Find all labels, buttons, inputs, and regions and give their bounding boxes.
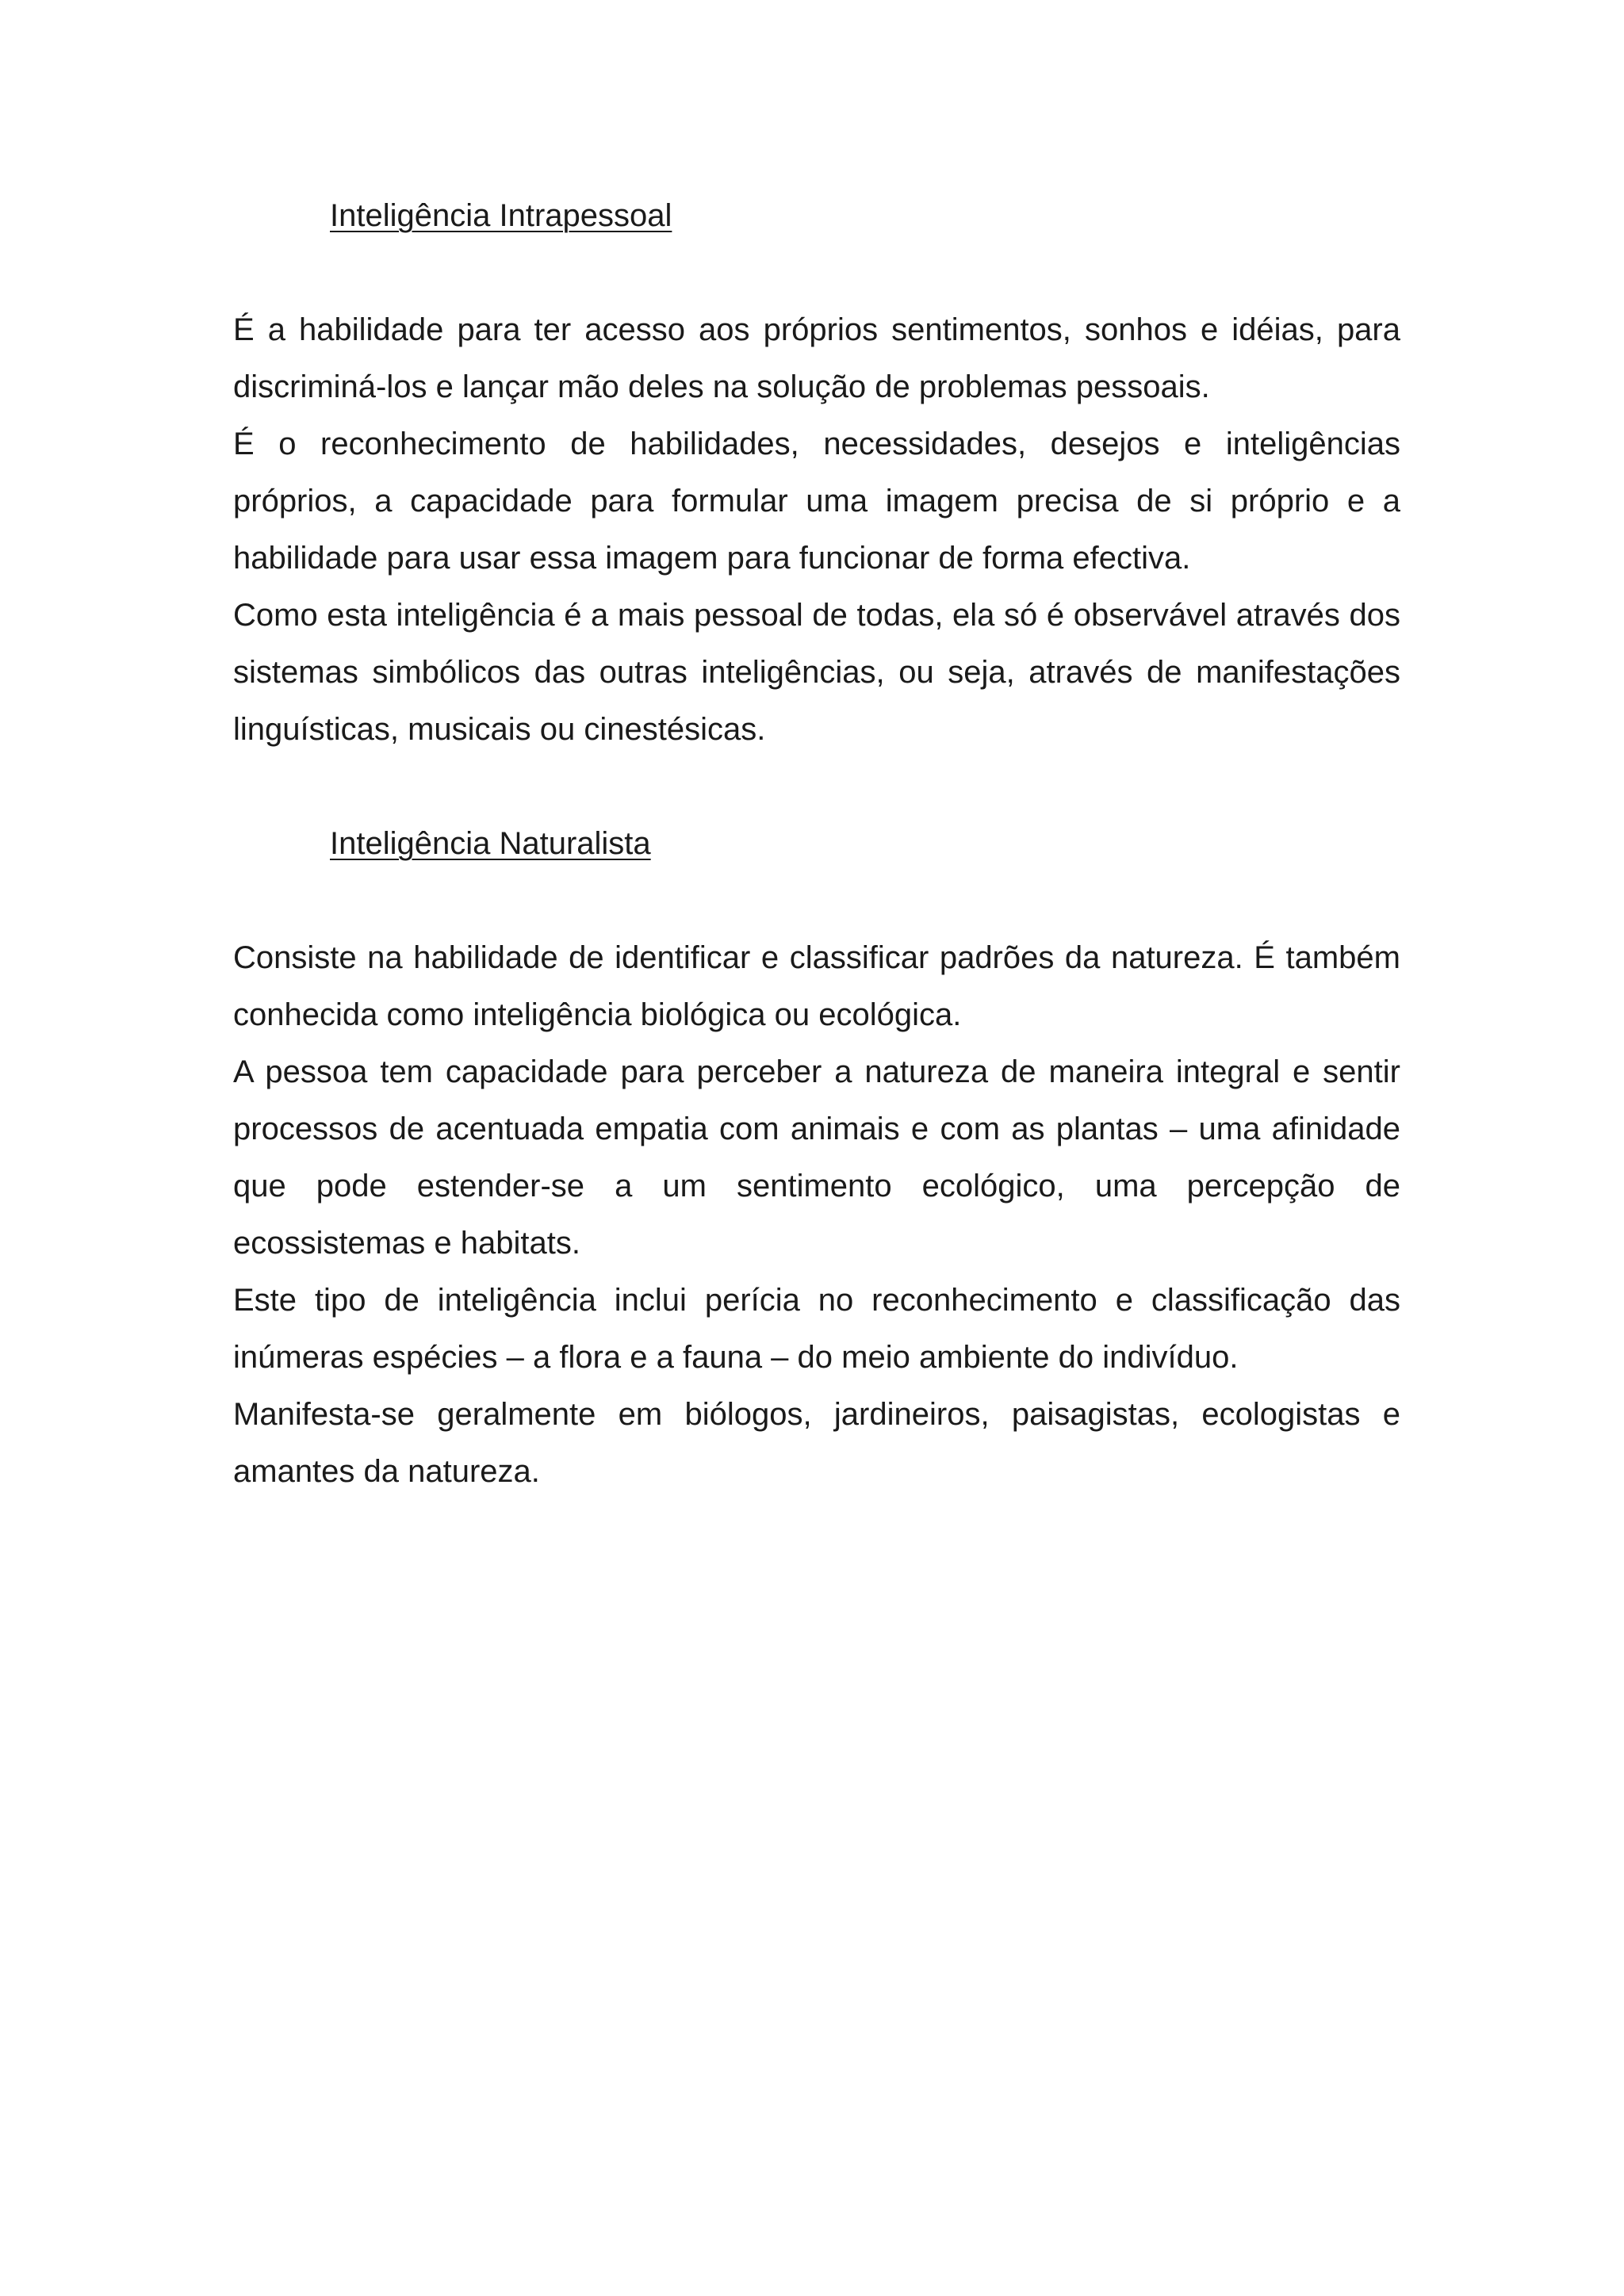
paragraph: É o reconhecimento de habilidades, necessidades, desejos e inteligências próprios, a capacidade para formular uma imagem precisa de si próprio e a habilidade para usar essa imagem para funcionar de forma efectiva.	[233, 427, 1400, 576]
section-naturalista	[233, 815, 1400, 1500]
section-heading: Inteligência Naturalista	[330, 826, 651, 861]
paragraph: Como esta inteligência é a mais pessoal de todas, ela só é observável através dos sistemas simbólicos das outras inteligências, ou seja, através de manifestações linguísticas, musicais ou cinestésicas.	[233, 598, 1400, 747]
section-intrapessoal	[233, 187, 1400, 758]
paragraph: Consiste na habilidade de identificar e classificar padrões da natureza. É também conhecida como inteligência biológica ou ecológica.	[233, 940, 1400, 1032]
paragraph: Manifesta-se geralmente em biólogos, jardineiros, paisagistas, ecologistas e amantes da natureza.	[233, 1397, 1400, 1489]
paragraph: É a habilidade para ter acesso aos próprios sentimentos, sonhos e idéias, para discriminá-los e lançar mão deles na solução de problemas pessoais.	[233, 312, 1400, 404]
paragraph: A pessoa tem capacidade para perceber a natureza de maneira integral e sentir processos de acentuada empatia com animais e com as plantas – uma afinidade que pode estender-se a um sentimento ecológico, uma percepção de ecossistemas e habitats.	[233, 1054, 1400, 1261]
paragraph: Este tipo de inteligência inclui perícia no reconhecimento e classificação das inúmeras espécies – a flora e a fauna – do meio ambiente do indivíduo.	[233, 1283, 1400, 1375]
section-heading: Inteligência Intrapessoal	[330, 198, 672, 233]
document-body	[233, 187, 1400, 1557]
